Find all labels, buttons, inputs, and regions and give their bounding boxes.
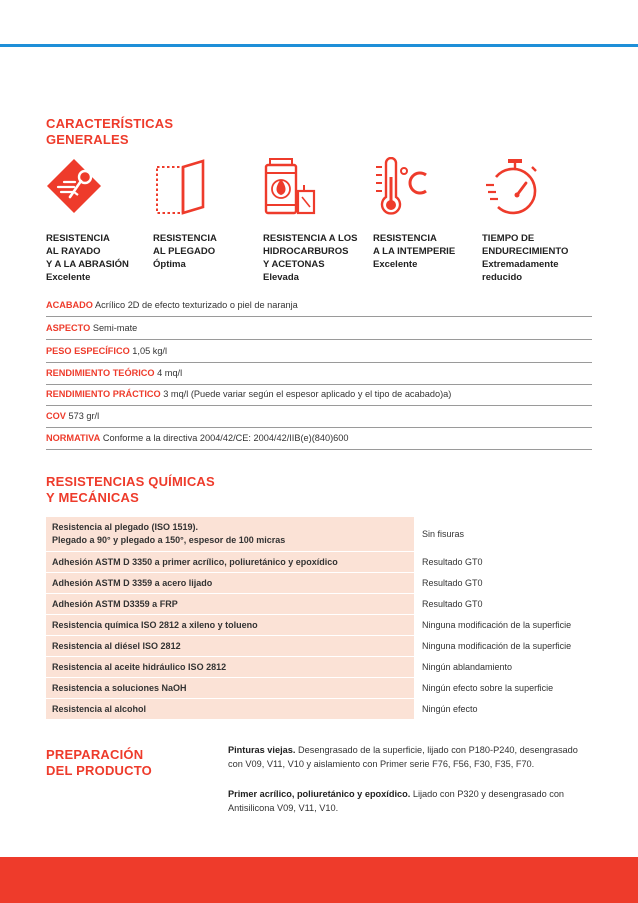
test-cell: Resistencia química ISO 2812 a xileno y tolueno xyxy=(46,615,414,636)
feature-label: AL PLEGADO xyxy=(153,246,216,257)
spec-row-acabado xyxy=(46,295,592,317)
feature-curing-time xyxy=(482,232,592,284)
spec-value: 4 mq/l xyxy=(157,368,183,378)
table-row xyxy=(46,657,592,678)
feature-label: ENDURECIMIENTO xyxy=(482,246,569,257)
table-row xyxy=(46,636,592,657)
spec-row-peso xyxy=(46,341,592,363)
feature-label: RESISTENCIA xyxy=(373,233,437,244)
spec-value: 573 gr/l xyxy=(68,411,100,421)
spec-row-aspecto xyxy=(46,318,592,340)
general-title-line1: CARACTERÍSTICAS xyxy=(46,116,174,131)
preparation-section-title xyxy=(46,747,152,779)
preparation-title-line1: PREPARACIÓN xyxy=(46,747,144,762)
spec-row-cov xyxy=(46,406,592,428)
feature-value: reducido xyxy=(482,272,523,283)
feature-value: Óptima xyxy=(153,259,186,270)
table-row xyxy=(46,615,592,636)
preparation-text: Lijado con P320 y desengrasado con Antisilicona V09, V11, V10. xyxy=(228,789,565,813)
general-title-line2: GENERALES xyxy=(46,132,129,147)
spec-value: Conforme a la directiva 2004/42/CE: 2004/42/IIB(e)(840)600 xyxy=(102,433,349,443)
feature-value: Elevada xyxy=(263,272,299,283)
feature-label: Y ACETONAS xyxy=(263,259,325,270)
result-cell: Sin fisuras xyxy=(414,517,592,552)
feature-label: HIDROCARBUROS xyxy=(263,246,349,257)
test-name: Resistencia al plegado (ISO 1519). xyxy=(52,522,199,532)
stopwatch-icon xyxy=(484,157,544,219)
footer-bar xyxy=(0,857,638,903)
spec-key: ACABADO xyxy=(46,300,93,310)
test-name: Plegado a 90° y plegado a 150°, espesor de 100 micras xyxy=(52,535,286,545)
result-cell: Resultado GT0 xyxy=(414,594,592,615)
feature-label: Y A LA ABRASIÓN xyxy=(46,259,129,270)
spec-key: PESO ESPECÍFICO xyxy=(46,346,130,356)
spec-value: 3 mq/l (Puede variar según el espesor aplicado y el tipo de acabado)a) xyxy=(163,389,452,399)
general-section-title xyxy=(46,116,173,148)
spec-key: RENDIMIENTO PRÁCTICO xyxy=(46,389,161,399)
preparation-lead: Primer acrílico, poliuretánico y epoxídico. xyxy=(228,789,411,799)
test-cell: Adhesión ASTM D3359 a FRP xyxy=(46,594,414,615)
resistances-title-line2: Y MECÁNICAS xyxy=(46,490,139,505)
feature-scratch xyxy=(46,232,156,284)
feature-label: AL RAYADO xyxy=(46,246,101,257)
result-cell: Ninguna modificación de la superficie xyxy=(414,636,592,657)
preparation-paragraph-primer xyxy=(228,788,594,815)
feature-label: RESISTENCIA xyxy=(153,233,217,244)
preparation-title-line2: DEL PRODUCTO xyxy=(46,763,152,778)
spec-key: ASPECTO xyxy=(46,323,91,333)
test-cell: Resistencia al diésel ISO 2812 xyxy=(46,636,414,657)
feature-label: RESISTENCIA A LOS xyxy=(263,233,358,244)
test-cell: Resistencia al alcohol xyxy=(46,699,414,720)
preparation-paragraph-old-paint xyxy=(228,744,594,771)
feature-label: RESISTENCIA xyxy=(46,233,110,244)
spec-row-rend-teorico xyxy=(46,363,592,385)
test-cell: Adhesión ASTM D 3350 a primer acrílico, poliuretánico y epoxídico xyxy=(46,552,414,573)
feature-value: Extremadamente xyxy=(482,259,559,270)
resistances-table xyxy=(46,517,592,720)
table-row xyxy=(46,517,592,552)
feature-label: TIEMPO DE xyxy=(482,233,535,244)
preparation-text: Desengrasado de la superficie, lijado con P180-P240, desengrasado con V09, V11, V10 y aislamiento con Primer serie F76, F56, F30, F35, F70. xyxy=(228,745,578,769)
table-row xyxy=(46,594,592,615)
result-cell: Ningún efecto sobre la superficie xyxy=(414,678,592,699)
test-cell xyxy=(46,517,414,552)
spec-key: COV xyxy=(46,411,66,421)
spec-key: RENDIMIENTO TEÓRICO xyxy=(46,368,155,378)
feature-folding xyxy=(153,232,263,271)
test-cell: Adhesión ASTM D 3359 a acero lijado xyxy=(46,573,414,594)
folded-panel-icon xyxy=(151,157,211,219)
scratch-key-icon xyxy=(44,157,104,219)
table-row xyxy=(46,552,592,573)
feature-weather xyxy=(373,232,483,271)
result-cell: Ninguna modificación de la superficie xyxy=(414,615,592,636)
test-cell: Resistencia al aceite hidráulico ISO 2812 xyxy=(46,657,414,678)
spec-value: 1,05 kg/l xyxy=(132,346,168,356)
feature-hydrocarbons xyxy=(263,232,373,284)
top-accent-line xyxy=(0,44,638,47)
resistances-title-line1: RESISTENCIAS QUÍMICAS xyxy=(46,474,215,489)
thermometer-icon xyxy=(372,157,432,219)
spec-row-rend-practico xyxy=(46,384,592,406)
result-cell: Resultado GT0 xyxy=(414,552,592,573)
table-row xyxy=(46,678,592,699)
resistances-section-title xyxy=(46,474,215,506)
result-cell: Ningún efecto xyxy=(414,699,592,720)
feature-label: A LA INTEMPERIE xyxy=(373,246,456,257)
result-cell: Resultado GT0 xyxy=(414,573,592,594)
feature-value: Excelente xyxy=(373,259,418,270)
feature-value: Excelente xyxy=(46,272,91,283)
test-cell: Resistencia a soluciones NaOH xyxy=(46,678,414,699)
table-row xyxy=(46,573,592,594)
table-row xyxy=(46,699,592,720)
result-cell: Ningún ablandamiento xyxy=(414,657,592,678)
spec-key: NORMATIVA xyxy=(46,433,101,443)
spec-row-normativa xyxy=(46,428,592,450)
fuel-canisters-icon xyxy=(258,157,318,219)
spec-value: Acrílico 2D de efecto texturizado o piel de naranja xyxy=(95,300,298,310)
spec-value: Semi-mate xyxy=(92,323,138,333)
preparation-lead: Pinturas viejas. xyxy=(228,745,296,755)
